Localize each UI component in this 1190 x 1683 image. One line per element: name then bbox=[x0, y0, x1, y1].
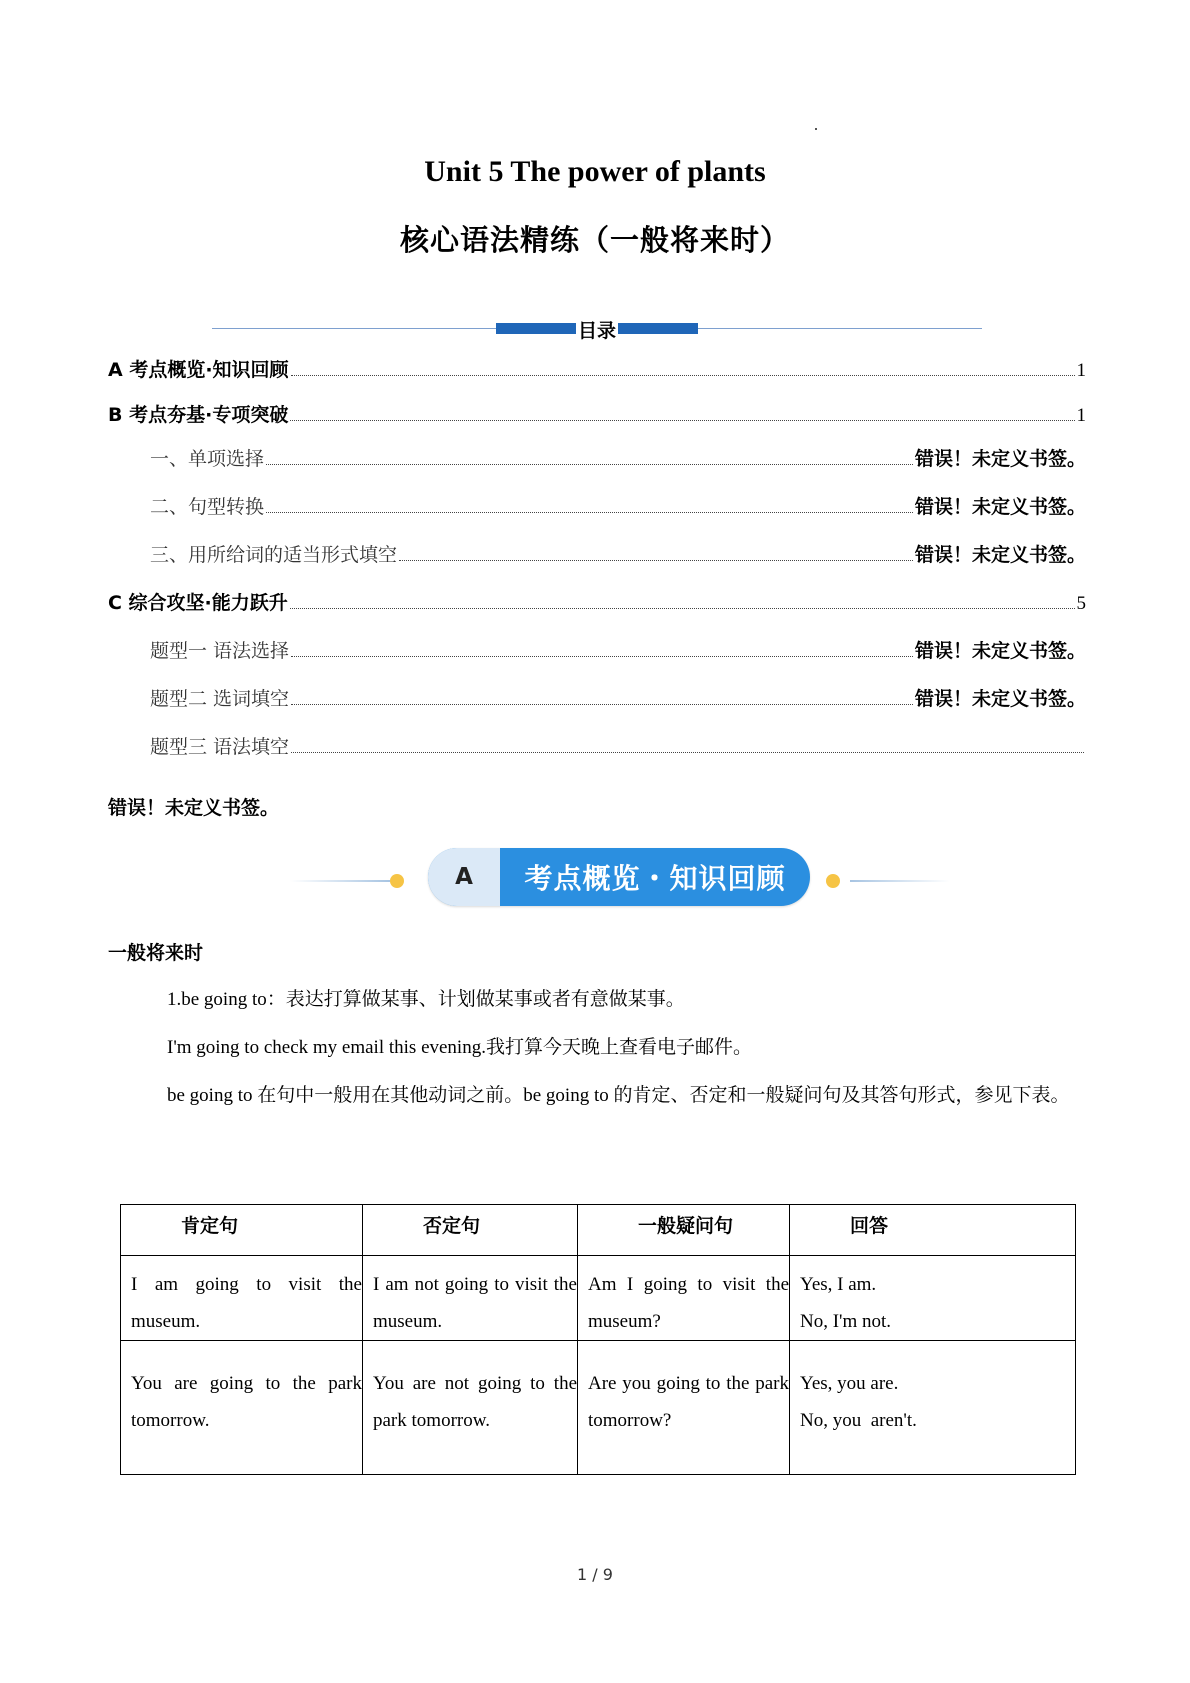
paragraph: I'm going to check my email this evening.我打算今天晚上查看电子邮件。 bbox=[167, 1037, 752, 1058]
toc-entry-page: 5 bbox=[1076, 593, 1086, 614]
toc-entry-text: C 综合攻坚·能力跃升 bbox=[108, 592, 288, 614]
toc-entry-a[interactable] bbox=[108, 352, 1086, 382]
table-header: 肯定句 bbox=[121, 1205, 363, 1256]
grammar-table bbox=[120, 1204, 1076, 1475]
toc-entry-b1[interactable] bbox=[150, 441, 1086, 471]
toc-entry-text: 三、用所给词的适当形式填空 bbox=[150, 544, 398, 566]
toc-leader-dots bbox=[291, 752, 1084, 753]
banner-pill bbox=[428, 848, 810, 906]
toc-rule-right bbox=[698, 328, 982, 329]
table-cell: I am not going to visit the museum. bbox=[363, 1256, 578, 1341]
table-header: 否定句 bbox=[363, 1205, 578, 1256]
section-banner bbox=[290, 848, 950, 908]
toc-entry-page: 错误！未定义书签。 bbox=[914, 688, 1086, 710]
table-cell: Yes, I am. No, I'm not. bbox=[790, 1256, 1076, 1341]
toc-accent-left bbox=[496, 323, 576, 334]
table-cell: Are you going to the park tomorrow? bbox=[578, 1341, 790, 1475]
toc-leader-dots bbox=[290, 608, 1075, 609]
toc-entry-text: 题型三 语法填空 bbox=[150, 736, 290, 758]
decorative-dot bbox=[815, 128, 817, 130]
table-header: 回答 bbox=[790, 1205, 1076, 1256]
paragraph: 1.be going to：表达打算做某事、计划做某事或者有意做某事。 bbox=[167, 989, 685, 1010]
document-title: Unit 5 The power of plants bbox=[424, 155, 766, 188]
toc-leader-dots bbox=[399, 560, 913, 561]
toc-entry-c[interactable] bbox=[108, 585, 1086, 615]
table-cell: You are going to the park tomorrow. bbox=[121, 1341, 363, 1475]
table-header: 一般疑问句 bbox=[578, 1205, 790, 1256]
toc-entry-text: 一、单项选择 bbox=[150, 448, 265, 470]
page-number: 1 / 9 bbox=[577, 1565, 613, 1584]
banner-title: 考点概览・知识回顾 bbox=[524, 862, 786, 895]
banner-letter: A bbox=[428, 848, 500, 906]
toc-entry-b2[interactable] bbox=[150, 489, 1086, 519]
table-row bbox=[121, 1256, 1076, 1341]
toc-entry-b3[interactable] bbox=[150, 537, 1086, 567]
table-cell: You are not going to the park tomorrow. bbox=[363, 1341, 578, 1475]
table-cell: Am I going to visit the museum? bbox=[578, 1256, 790, 1341]
toc-leader-dots bbox=[266, 512, 913, 513]
table-header-row bbox=[121, 1205, 1076, 1256]
toc-leader-dots bbox=[291, 375, 1075, 376]
toc-entry-page: 1 bbox=[1076, 405, 1086, 426]
toc-entry-text: 题型二 选词填空 bbox=[150, 688, 290, 710]
banner-dot-right bbox=[826, 874, 840, 888]
table-cell: I am going to visit the museum. bbox=[121, 1256, 363, 1341]
banner-rule-right bbox=[850, 880, 950, 882]
toc-entry-c1[interactable] bbox=[150, 633, 1086, 663]
toc-leader-dots bbox=[266, 464, 913, 465]
banner-rule-left bbox=[290, 880, 390, 882]
table-row bbox=[121, 1341, 1076, 1475]
toc-entry-text: A 考点概览·知识回顾 bbox=[108, 359, 289, 381]
toc-entry-page: 1 bbox=[1076, 360, 1086, 381]
toc-rule-left bbox=[212, 328, 496, 329]
toc-entry-page: 错误！未定义书签。 bbox=[914, 640, 1086, 662]
section-heading: 一般将来时 bbox=[108, 942, 204, 964]
toc-entry-c2[interactable] bbox=[150, 681, 1086, 711]
paragraph: be going to 在句中一般用在其他动词之前。be going to 的肯定、否定和一般疑问句及其答句形式，参见下表。 bbox=[167, 1085, 1070, 1106]
toc-leader-dots bbox=[291, 656, 913, 657]
toc-entry-page: 错误！未定义书签。 bbox=[914, 448, 1086, 470]
banner-dot-left bbox=[390, 874, 404, 888]
toc-entry-text: 题型一 语法选择 bbox=[150, 640, 290, 662]
table-cell: Yes, you are. No, you aren't. bbox=[790, 1341, 1076, 1475]
toc-header bbox=[212, 318, 982, 340]
toc-leader-dots bbox=[290, 420, 1074, 421]
toc-entry-page: 错误！未定义书签。 bbox=[914, 496, 1086, 518]
toc-accent-right bbox=[618, 323, 698, 334]
toc-entry-page: 错误！未定义书签。 bbox=[914, 544, 1086, 566]
document-subtitle: 核心语法精练（一般将来时） bbox=[399, 223, 790, 257]
toc-label: 目录 bbox=[577, 320, 616, 342]
toc-entry-c3[interactable] bbox=[150, 729, 1086, 759]
toc-entry-text: 二、句型转换 bbox=[150, 496, 265, 518]
toc-leader-dots bbox=[291, 704, 913, 705]
toc-entry-b[interactable] bbox=[108, 397, 1086, 427]
toc-error-text: 错误！未定义书签。 bbox=[108, 797, 280, 819]
toc-entry-text: B 考点夯基·专项突破 bbox=[108, 404, 289, 426]
